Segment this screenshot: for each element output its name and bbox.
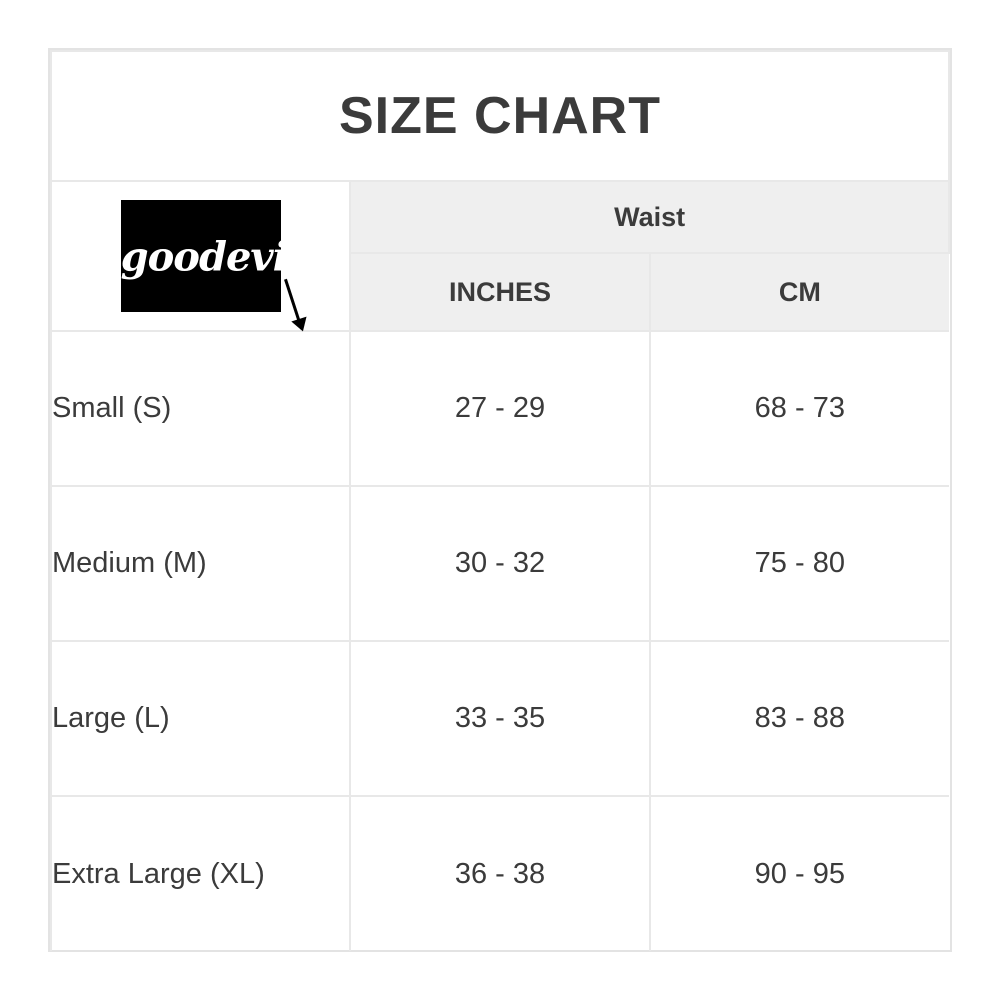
waist-inches-large: 33 - 35: [350, 641, 649, 796]
size-label-medium: Medium (M): [51, 486, 350, 641]
unit-header-cm: CM: [650, 253, 949, 331]
table-row: [51, 486, 949, 641]
size-label-small: Small (S): [51, 331, 350, 486]
size-label-extra-large: Extra Large (XL): [51, 796, 350, 951]
group-header-row: [51, 181, 949, 253]
unit-header-inches: INCHES: [350, 253, 649, 331]
waist-cm-small: 68 - 73: [650, 331, 949, 486]
page-title: SIZE CHART: [51, 51, 949, 181]
waist-inches-medium: 30 - 32: [350, 486, 649, 641]
waist-inches-extra-large: 36 - 38: [350, 796, 649, 951]
waist-cm-extra-large: 90 - 95: [650, 796, 949, 951]
waist-cm-large: 83 - 88: [650, 641, 949, 796]
measurement-group-header: Waist: [350, 181, 949, 253]
brand-logo-text: goodevil: [120, 233, 302, 281]
waist-inches-small: 27 - 29: [350, 331, 649, 486]
size-label-large: Large (L): [51, 641, 350, 796]
brand-logo: [120, 200, 302, 312]
size-chart-table: [50, 50, 950, 951]
brand-logo-cell: [51, 181, 350, 331]
arrow-tail-icon: [284, 279, 303, 329]
table-row: [51, 796, 949, 951]
title-row: [51, 51, 949, 181]
size-chart-container: [48, 48, 952, 952]
table-row: [51, 331, 949, 486]
waist-cm-medium: 75 - 80: [650, 486, 949, 641]
table-row: [51, 641, 949, 796]
